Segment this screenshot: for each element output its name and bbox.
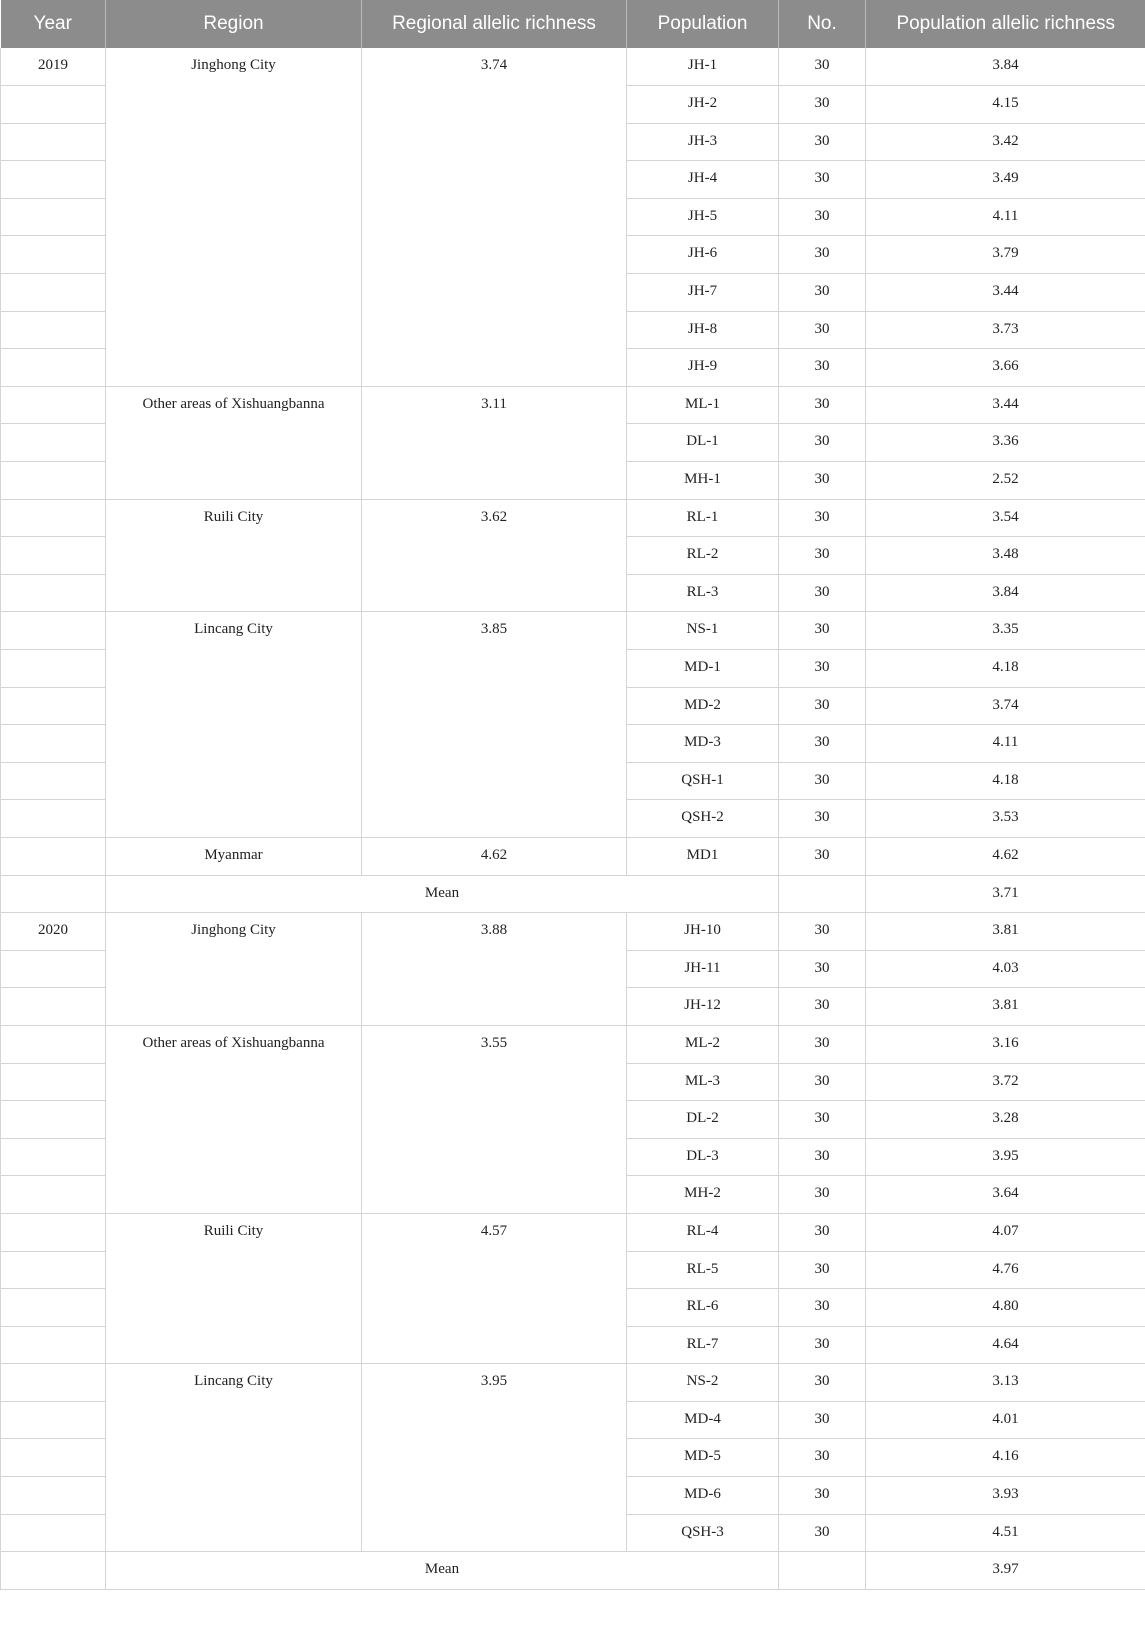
year-cell xyxy=(1,1176,106,1214)
table-header xyxy=(1,0,1145,48)
table-row xyxy=(1,913,1145,951)
no-cell: 30 xyxy=(779,537,866,575)
no-cell: 30 xyxy=(779,650,866,688)
population-richness-cell: 3.36 xyxy=(866,424,1145,462)
year-cell xyxy=(1,1025,106,1063)
year-cell xyxy=(1,86,106,124)
no-cell: 30 xyxy=(779,950,866,988)
year-cell xyxy=(1,687,106,725)
year-cell xyxy=(1,1439,106,1477)
population-cell: MD1 xyxy=(627,837,779,875)
no-cell: 30 xyxy=(779,725,866,763)
population-richness-cell: 4.51 xyxy=(866,1514,1145,1552)
population-cell: JH-10 xyxy=(627,913,779,951)
population-richness-cell: 4.11 xyxy=(866,198,1145,236)
table-row xyxy=(1,499,1145,537)
population-cell: JH-9 xyxy=(627,349,779,387)
no-cell: 30 xyxy=(779,1439,866,1477)
year-cell xyxy=(1,574,106,612)
population-richness-cell: 3.93 xyxy=(866,1477,1145,1515)
population-richness-cell: 3.73 xyxy=(866,311,1145,349)
year-cell xyxy=(1,236,106,274)
year-cell xyxy=(1,123,106,161)
population-cell: DL-1 xyxy=(627,424,779,462)
population-cell: MH-2 xyxy=(627,1176,779,1214)
year-cell xyxy=(1,1138,106,1176)
population-richness-cell: 4.76 xyxy=(866,1251,1145,1289)
population-cell: JH-4 xyxy=(627,161,779,199)
no-cell: 30 xyxy=(779,424,866,462)
header-population-richness: Population allelic richness xyxy=(866,0,1145,48)
no-cell: 30 xyxy=(779,1514,866,1552)
header-region: Region xyxy=(106,0,362,48)
mean-value-cell: 3.71 xyxy=(866,875,1145,913)
no-cell: 30 xyxy=(779,1326,866,1364)
population-cell: JH-11 xyxy=(627,950,779,988)
population-richness-cell: 3.48 xyxy=(866,537,1145,575)
population-richness-cell: 4.18 xyxy=(866,762,1145,800)
year-cell xyxy=(1,1326,106,1364)
header-population: Population xyxy=(627,0,779,48)
population-richness-cell: 3.35 xyxy=(866,612,1145,650)
region-cell: Jinghong City xyxy=(106,48,362,386)
population-cell: JH-1 xyxy=(627,48,779,86)
population-cell: RL-4 xyxy=(627,1213,779,1251)
regional-richness-cell: 3.85 xyxy=(362,612,627,838)
year-cell xyxy=(1,762,106,800)
population-cell: DL-2 xyxy=(627,1101,779,1139)
year-cell xyxy=(1,161,106,199)
population-cell: QSH-2 xyxy=(627,800,779,838)
year-cell xyxy=(1,650,106,688)
year-cell xyxy=(1,499,106,537)
population-cell: RL-3 xyxy=(627,574,779,612)
population-richness-cell: 3.28 xyxy=(866,1101,1145,1139)
year-cell xyxy=(1,1514,106,1552)
no-cell: 30 xyxy=(779,86,866,124)
mean-value-cell: 3.97 xyxy=(866,1552,1145,1590)
table-body xyxy=(1,48,1145,1589)
no-cell: 30 xyxy=(779,913,866,951)
population-cell: MH-1 xyxy=(627,462,779,500)
table-row xyxy=(1,612,1145,650)
header-no: No. xyxy=(779,0,866,48)
no-cell xyxy=(779,1552,866,1590)
year-cell xyxy=(1,462,106,500)
population-richness-cell: 4.11 xyxy=(866,725,1145,763)
population-richness-cell: 3.64 xyxy=(866,1176,1145,1214)
no-cell: 30 xyxy=(779,687,866,725)
year-cell xyxy=(1,1063,106,1101)
year-cell xyxy=(1,1213,106,1251)
regional-richness-cell: 4.57 xyxy=(362,1213,627,1363)
year-cell xyxy=(1,1251,106,1289)
year-cell xyxy=(1,837,106,875)
population-richness-cell: 3.13 xyxy=(866,1364,1145,1402)
population-richness-cell: 2.52 xyxy=(866,462,1145,500)
year-cell xyxy=(1,349,106,387)
no-cell: 30 xyxy=(779,1101,866,1139)
year-cell xyxy=(1,1477,106,1515)
year-cell xyxy=(1,537,106,575)
population-richness-cell: 3.72 xyxy=(866,1063,1145,1101)
no-cell: 30 xyxy=(779,1213,866,1251)
population-richness-cell: 3.44 xyxy=(866,274,1145,312)
year-cell xyxy=(1,875,106,913)
mean-label-cell: Mean xyxy=(106,875,779,913)
year-cell xyxy=(1,386,106,424)
population-cell: ML-2 xyxy=(627,1025,779,1063)
table-row xyxy=(1,837,1145,875)
population-cell: MD-6 xyxy=(627,1477,779,1515)
header-regional-richness: Regional allelic richness xyxy=(362,0,627,48)
population-cell: MD-2 xyxy=(627,687,779,725)
region-cell: Jinghong City xyxy=(106,913,362,1026)
population-richness-cell: 3.81 xyxy=(866,913,1145,951)
no-cell: 30 xyxy=(779,386,866,424)
year-cell xyxy=(1,1552,106,1590)
population-richness-cell: 3.44 xyxy=(866,386,1145,424)
population-richness-cell: 3.74 xyxy=(866,687,1145,725)
population-richness-cell: 4.16 xyxy=(866,1439,1145,1477)
no-cell: 30 xyxy=(779,612,866,650)
no-cell: 30 xyxy=(779,1063,866,1101)
no-cell: 30 xyxy=(779,762,866,800)
population-cell: JH-12 xyxy=(627,988,779,1026)
no-cell: 30 xyxy=(779,1251,866,1289)
mean-label-cell: Mean xyxy=(106,1552,779,1590)
no-cell: 30 xyxy=(779,1364,866,1402)
population-cell: JH-7 xyxy=(627,274,779,312)
population-cell: MD-5 xyxy=(627,1439,779,1477)
population-richness-cell: 3.84 xyxy=(866,48,1145,86)
year-cell: 2019 xyxy=(1,48,106,86)
no-cell: 30 xyxy=(779,236,866,274)
population-cell: NS-1 xyxy=(627,612,779,650)
no-cell: 30 xyxy=(779,1025,866,1063)
population-cell: RL-1 xyxy=(627,499,779,537)
mean-row xyxy=(1,875,1145,913)
year-cell xyxy=(1,198,106,236)
mean-row xyxy=(1,1552,1145,1590)
no-cell: 30 xyxy=(779,800,866,838)
population-richness-cell: 4.07 xyxy=(866,1213,1145,1251)
regional-richness-cell: 3.95 xyxy=(362,1364,627,1552)
population-richness-cell: 3.66 xyxy=(866,349,1145,387)
table-row xyxy=(1,1364,1145,1402)
no-cell: 30 xyxy=(779,123,866,161)
population-cell: ML-1 xyxy=(627,386,779,424)
population-richness-cell: 4.01 xyxy=(866,1401,1145,1439)
no-cell xyxy=(779,875,866,913)
no-cell: 30 xyxy=(779,988,866,1026)
region-cell: Other areas of Xishuangbanna xyxy=(106,386,362,499)
region-cell: Lincang City xyxy=(106,1364,362,1552)
year-cell xyxy=(1,311,106,349)
year-cell xyxy=(1,988,106,1026)
population-cell: JH-5 xyxy=(627,198,779,236)
year-cell xyxy=(1,274,106,312)
population-cell: RL-5 xyxy=(627,1251,779,1289)
population-cell: JH-3 xyxy=(627,123,779,161)
population-cell: MD-1 xyxy=(627,650,779,688)
population-richness-cell: 4.03 xyxy=(866,950,1145,988)
region-cell: Myanmar xyxy=(106,837,362,875)
population-cell: RL-2 xyxy=(627,537,779,575)
no-cell: 30 xyxy=(779,198,866,236)
no-cell: 30 xyxy=(779,462,866,500)
population-cell: MD-4 xyxy=(627,1401,779,1439)
year-cell xyxy=(1,1289,106,1327)
year-cell xyxy=(1,612,106,650)
population-richness-cell: 4.15 xyxy=(866,86,1145,124)
population-cell: QSH-3 xyxy=(627,1514,779,1552)
table-row xyxy=(1,1025,1145,1063)
table-row xyxy=(1,1213,1145,1251)
table-row xyxy=(1,48,1145,86)
population-richness-cell: 3.53 xyxy=(866,800,1145,838)
population-richness-cell: 3.54 xyxy=(866,499,1145,537)
regional-richness-cell: 3.55 xyxy=(362,1025,627,1213)
year-cell xyxy=(1,1101,106,1139)
population-cell: JH-8 xyxy=(627,311,779,349)
population-richness-cell: 4.18 xyxy=(866,650,1145,688)
no-cell: 30 xyxy=(779,1176,866,1214)
year-cell xyxy=(1,725,106,763)
no-cell: 30 xyxy=(779,1138,866,1176)
no-cell: 30 xyxy=(779,574,866,612)
year-cell xyxy=(1,800,106,838)
region-cell: Other areas of Xishuangbanna xyxy=(106,1025,362,1213)
population-richness-cell: 3.49 xyxy=(866,161,1145,199)
no-cell: 30 xyxy=(779,1477,866,1515)
population-cell: JH-6 xyxy=(627,236,779,274)
region-cell: Ruili City xyxy=(106,499,362,612)
population-cell: MD-3 xyxy=(627,725,779,763)
region-cell: Lincang City xyxy=(106,612,362,838)
population-cell: NS-2 xyxy=(627,1364,779,1402)
no-cell: 30 xyxy=(779,837,866,875)
population-richness-cell: 3.16 xyxy=(866,1025,1145,1063)
header-row xyxy=(1,0,1145,48)
no-cell: 30 xyxy=(779,48,866,86)
year-cell xyxy=(1,424,106,462)
no-cell: 30 xyxy=(779,274,866,312)
no-cell: 30 xyxy=(779,161,866,199)
regional-richness-cell: 4.62 xyxy=(362,837,627,875)
population-cell: JH-2 xyxy=(627,86,779,124)
population-richness-cell: 4.62 xyxy=(866,837,1145,875)
population-cell: RL-7 xyxy=(627,1326,779,1364)
regional-richness-cell: 3.11 xyxy=(362,386,627,499)
population-richness-cell: 3.95 xyxy=(866,1138,1145,1176)
population-richness-cell: 4.80 xyxy=(866,1289,1145,1327)
regional-richness-cell: 3.62 xyxy=(362,499,627,612)
table-row xyxy=(1,386,1145,424)
no-cell: 30 xyxy=(779,499,866,537)
regional-richness-cell: 3.74 xyxy=(362,48,627,386)
population-richness-cell: 3.42 xyxy=(866,123,1145,161)
year-cell xyxy=(1,1401,106,1439)
population-cell: QSH-1 xyxy=(627,762,779,800)
no-cell: 30 xyxy=(779,1401,866,1439)
population-richness-cell: 3.84 xyxy=(866,574,1145,612)
year-cell xyxy=(1,1364,106,1402)
population-richness-cell: 3.79 xyxy=(866,236,1145,274)
no-cell: 30 xyxy=(779,1289,866,1327)
year-cell xyxy=(1,950,106,988)
population-richness-cell: 3.81 xyxy=(866,988,1145,1026)
population-richness-cell: 4.64 xyxy=(866,1326,1145,1364)
population-cell: ML-3 xyxy=(627,1063,779,1101)
population-cell: RL-6 xyxy=(627,1289,779,1327)
year-cell: 2020 xyxy=(1,913,106,951)
region-cell: Ruili City xyxy=(106,1213,362,1363)
no-cell: 30 xyxy=(779,349,866,387)
regional-richness-cell: 3.88 xyxy=(362,913,627,1026)
no-cell: 30 xyxy=(779,311,866,349)
header-year: Year xyxy=(1,0,106,48)
population-cell: DL-3 xyxy=(627,1138,779,1176)
